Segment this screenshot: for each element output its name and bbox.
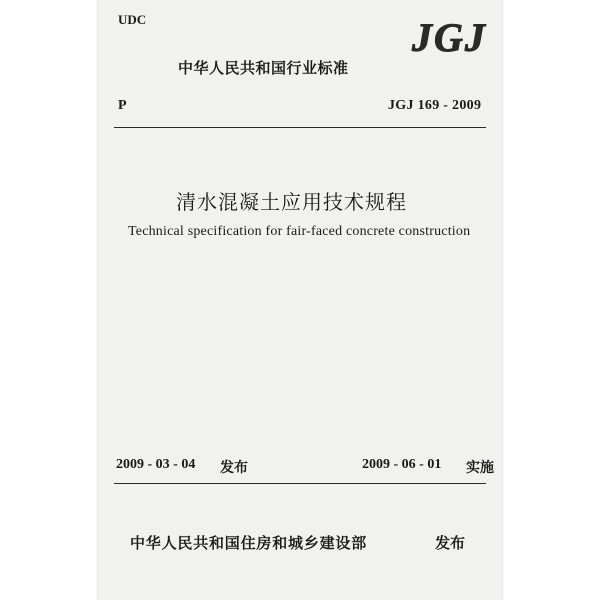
classification-code: P <box>118 98 127 113</box>
bottom-divider <box>114 483 486 484</box>
issue-label: 发布 <box>220 460 248 476</box>
publish-label: 发布 <box>435 534 466 552</box>
implementation-label: 实施 <box>466 460 494 476</box>
title-english: Technical specification for fair-faced concrete construction <box>128 224 471 239</box>
title-chinese: 清水混凝土应用技术规程 <box>176 192 407 214</box>
industry-standard-heading: 中华人民共和国行业标准 <box>178 59 349 77</box>
top-divider <box>114 127 486 128</box>
standard-cover <box>98 0 502 600</box>
issue-date: 2009 - 03 - 04 <box>116 457 196 472</box>
standard-number: JGJ 169 - 2009 <box>388 98 482 113</box>
publisher-name: 中华人民共和国住房和城乡建设部 <box>130 534 368 552</box>
implementation-date: 2009 - 06 - 01 <box>362 457 442 472</box>
udc-label: UDC <box>118 12 147 27</box>
jgj-logo: JGJ <box>412 15 487 60</box>
